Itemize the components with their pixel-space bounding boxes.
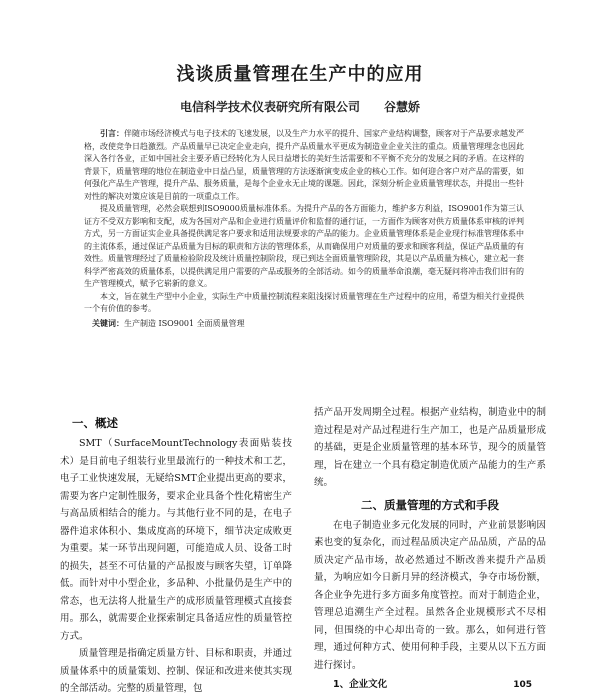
abstract xyxy=(84,128,524,330)
keywords: 关键词：生产制造 ISO9001 全面质量管理 xyxy=(92,318,245,328)
left-column xyxy=(60,404,292,698)
right-column xyxy=(314,404,546,696)
subsection-heading: 1、企业文化 xyxy=(333,679,388,690)
institution: 电信科学技术仪表研究所有限公司 xyxy=(179,100,360,114)
body-columns xyxy=(60,404,550,694)
abstract-paragraph-2: 提及质量管理，必然会联想到ISO9000质量标准体系。为提升产品的各方面能力，维护多方利益，ISO9001作为第三认证方不受双方影响和支配，成为各国对产品和企业进行质量评价和监督的通行证，一方面作为顾客对供方质量体系审核的评判方式，另一方面证实企业具备提供满足客户要求和适用法规要求的产品的能力。企业质量管理体系是企业现行标准管理体系中的主流体系，通过保证产品质量为目标的职责和方法的管理体系，从而确保用户对质量的要求和顾客利益，保证产品质量的有效性。质量管理经过了质量检验阶段及统计质量控制阶段，现已到达全面质量管理阶段，其是以产品质量为核心，建立起一套科学严密高效的质量体系，以提供满足用户需要的产品或服务的全部活动。如今的质量举命浪潮，毫无疑问将冲击我们旧有的生产管理模式，赋予它崭新的意义。 xyxy=(84,204,524,288)
byline xyxy=(0,98,600,115)
section-heading-methods: 二、质量管理的方式和手段 xyxy=(361,497,499,512)
page-number: 105 xyxy=(513,680,532,690)
body-paragraph: 括产品开发周期全过程。根据产业结构，制造业中的制造过程是对产品过程进行生产加工，也是产品质量形成的基础，更是企业质量管理的基本环节，现今的质量管理，旨在建立一个具有稳定制造优质产品能力的生产系统。 xyxy=(314,407,546,488)
body-paragraph: SMT（SurfaceMountTechnology表面贴装技术）是目前电子组装行业里最流行的一种技术和工艺，电子工业快速发展，无疑给SMT企业提出更高的要求，需要为客户定制性服务，要求企业具备个性化精密生产与高品质相结合的能力。与其他行业不同的是，在电子器件追求体积小、集成度高的环境下，细节决定成败更为重要。某一环节出现问题，可能造成人员、设备工时的损失，甚至不可估量的产品报废与顾客失望，订单降低。而针对中小型企业，多品种、小批量仍是生产中的常态，也无法将人批量生产的成形质量管理模式直接套用。那么，就需要企业探索制定具备适应性的质量管控方式。 xyxy=(60,438,292,642)
body-paragraph: 在电子制造业多元化发展的同时，产业前景影响因素也变的复杂化，而过程品质决定产品品质，产品的品质决定产品市场，故必然通过不断改善来提升产品质量，为响应如今日新月异的经济模式，争夺市场份额，各企业争先进行多方面多角度管控。而对于制造企业，管理总追溯生产全过程。虽然各企业规模形式不尽相同，但围绕的中心却出奇的一致。那么，如何进行管理，通过何种方式、使用何种手段，主要从以下五方面进行探讨。 xyxy=(314,519,546,671)
section-heading-overview: 一、概述 xyxy=(72,416,118,430)
keywords-label: 关键词： xyxy=(92,318,124,328)
body-paragraph: 质量管理是指确定质量方针、目标和职责，并通过质量体系中的质量策划、控制、保证和改进来使其实现的全部活动。完整的质量管理，包 xyxy=(60,648,292,694)
article-title: 浅谈质量管理在生产中的应用 xyxy=(176,64,424,85)
author: 谷慧娇 xyxy=(384,100,421,114)
abstract-paragraph-1: 引言：伴随市场经济模式与电子技术的飞速发展，以及生产力水平的提升、国家产业结构调整，顾客对于产品要求越发严格，改使竞争日趋激烈。产品质量早已决定企业走向，提升产品质量水平更成为制造业企业关注的重点。质量管理理念也因此深入各行各业，正如中国社会主要矛盾已经转化为人民日益增长的美好生活需要和不平衡不充分的发展之间的矛盾。在这样的背景下，质量管理的地位在制造业中日益凸显，质量管理的方法逐渐演变成企业的核心工作。如何迎合客户对产品的需要，如何强化产品生产管理，提升产品、服务质量，是每个企业永无止境的课题。因此，深刻分析企业质量管理状态，并提出一些针对性的解决对策应该是目前的一项重点工作。 xyxy=(84,129,524,201)
abstract-label: 引言： xyxy=(100,129,124,138)
abstract-paragraph-3: 本文，旨在就生产型中小企业，实际生产中质量控制流程来阻浅探讨质量管理在生产过程中的应用，希望为相关行业提供一个有价值的参考。 xyxy=(84,291,524,313)
